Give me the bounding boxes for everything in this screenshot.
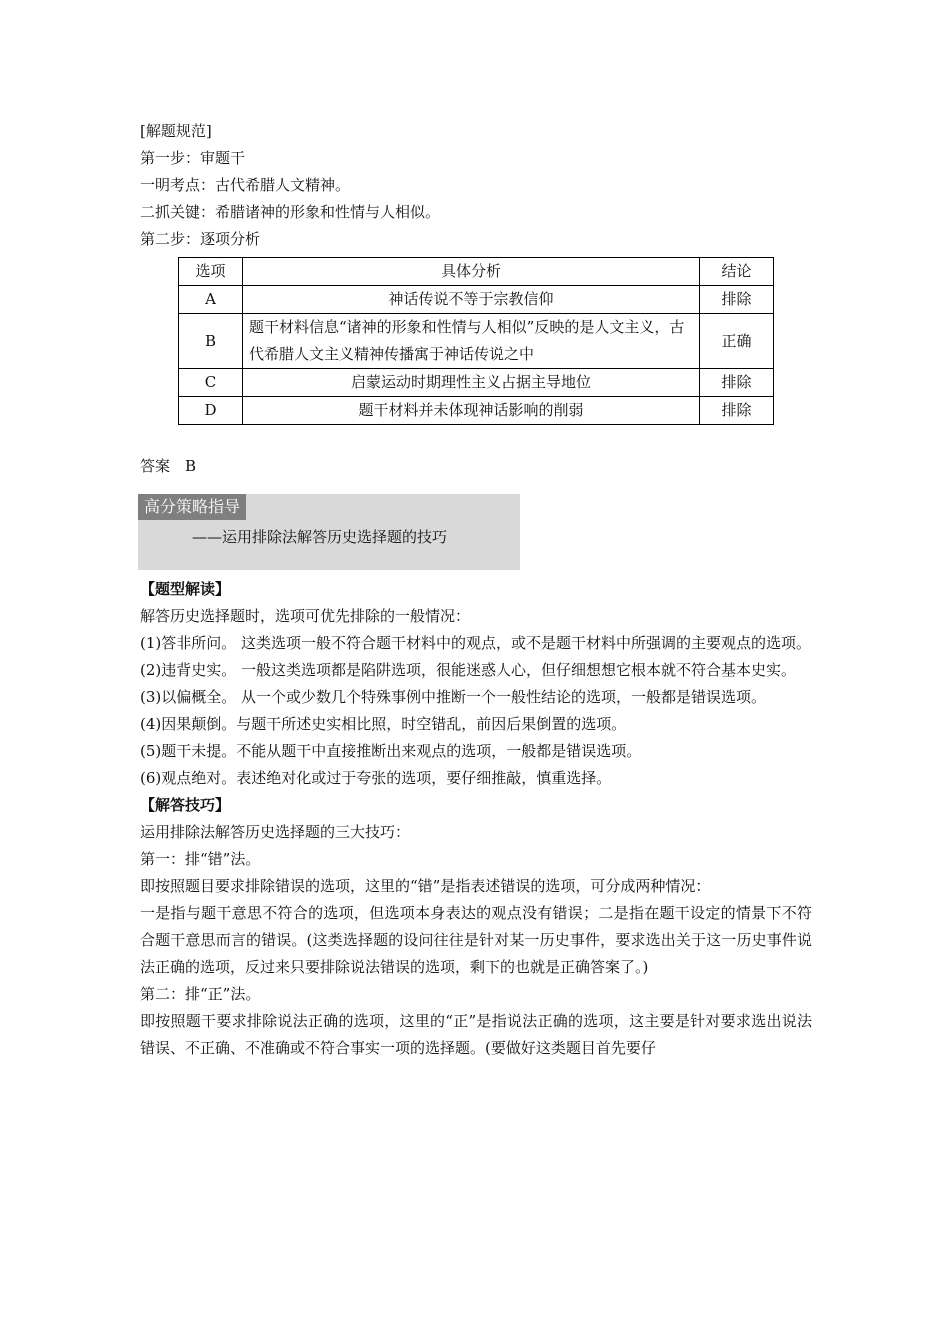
answer-line: 答案 B — [140, 457, 197, 475]
row-analysis: 启蒙运动时期理性主义占据主导地位 — [243, 369, 700, 397]
skill-one-paragraph: 即按照题目要求排除错误的选项，这里的“错”是指表述错误的选项，可分成两种情况： — [140, 877, 711, 895]
list-item: (1)答非所问。 这类选项一般不符合题干材料中的观点，或不是题干材料中所强调的主要观点的选项。 — [140, 634, 812, 652]
row-option: C — [179, 369, 243, 397]
step-one: 第一步：审题干 — [140, 149, 246, 167]
table-row — [179, 286, 774, 314]
banner-title: 高分策略指导 — [138, 494, 246, 520]
header-analysis: 具体分析 — [243, 258, 700, 286]
type-reading-intro: 解答历史选择题时，选项可优先排除的一般情况： — [140, 607, 471, 625]
banner-subtitle: ——运用排除法解答历史选择题的技巧 — [192, 528, 448, 546]
solution-heading: [解题规范] — [140, 122, 212, 140]
row-conclusion: 排除 — [700, 397, 774, 425]
analysis-table — [178, 257, 774, 425]
type-reading-section — [140, 576, 812, 792]
table-row — [179, 314, 774, 369]
row-conclusion: 排除 — [700, 286, 774, 314]
header-option: 选项 — [179, 258, 243, 286]
step-two: 第二步：逐项分析 — [140, 230, 261, 248]
key-point-one: 一明考点：古代希腊人文精神。 — [140, 176, 351, 194]
skill-two-paragraph: 即按照题干要求排除说法正确的选项，这里的“正”是指说法正确的选项，这主要是针对要求选出说法错误、不正确、不准确或不符合事实一项的选择题。(要做好这类题目首先要仔 — [140, 1012, 812, 1057]
list-item: (6)观点绝对。表述绝对化或过于夸张的选项，要仔细推敲，慎重选择。 — [140, 769, 612, 787]
table-row — [179, 397, 774, 425]
skill-one-title: 第一：排“错”法。 — [140, 850, 261, 868]
list-item: (3)以偏概全。 从一个或少数几个特殊事例中推断一个一般性结论的选项，一般都是错误选项。 — [140, 688, 767, 706]
row-option: D — [179, 397, 243, 425]
skill-two-title: 第二：排“正”法。 — [140, 985, 261, 1003]
row-analysis: 神话传说不等于宗教信仰 — [243, 286, 700, 314]
table-header-row — [179, 258, 774, 286]
row-analysis: 题干材料信息“诸神的形象和性情与人相似”反映的是人文主义，古代希腊人文主义精神传播寓于神话传说之中 — [243, 314, 700, 369]
list-item: (4)因果颠倒。与题干所述史实相比照，时空错乱，前因后果倒置的选项。 — [140, 715, 627, 733]
skills-section — [140, 792, 812, 1062]
key-point-two: 二抓关键：希腊诸神的形象和性情与人相似。 — [140, 203, 441, 221]
row-analysis: 题干材料并未体现神话影响的削弱 — [243, 397, 700, 425]
list-item: (2)违背史实。 一般这类选项都是陷阱选项，很能迷惑人心，但仔细想想它根本就不符合基本史实。 — [140, 661, 797, 679]
header-conclusion: 结论 — [700, 258, 774, 286]
skills-heading: 【解答技巧】 — [140, 796, 231, 814]
skill-one-paragraph: 一是指与题干意思不符合的选项，但选项本身表达的观点没有错误；二是指在题干设定的情景下不符合题干意思而言的错误。(这类选择题的设问往往是针对某一历史事件，要求选出关于这一历史事件说法正确的选项，反过来只要排除说法错误的选项，剩下的也就是正确答案了。) — [140, 904, 812, 976]
row-option: B — [179, 314, 243, 369]
row-option: A — [179, 286, 243, 314]
skills-intro: 运用排除法解答历史选择题的三大技巧： — [140, 823, 411, 841]
type-reading-heading: 【题型解读】 — [140, 580, 231, 598]
row-conclusion: 排除 — [700, 369, 774, 397]
row-conclusion: 正确 — [700, 314, 774, 369]
table-row — [179, 369, 774, 397]
list-item: (5)题干未提。不能从题干中直接推断出来观点的选项，一般都是错误选项。 — [140, 742, 642, 760]
strategy-banner — [138, 494, 520, 570]
document-page — [140, 118, 812, 1062]
